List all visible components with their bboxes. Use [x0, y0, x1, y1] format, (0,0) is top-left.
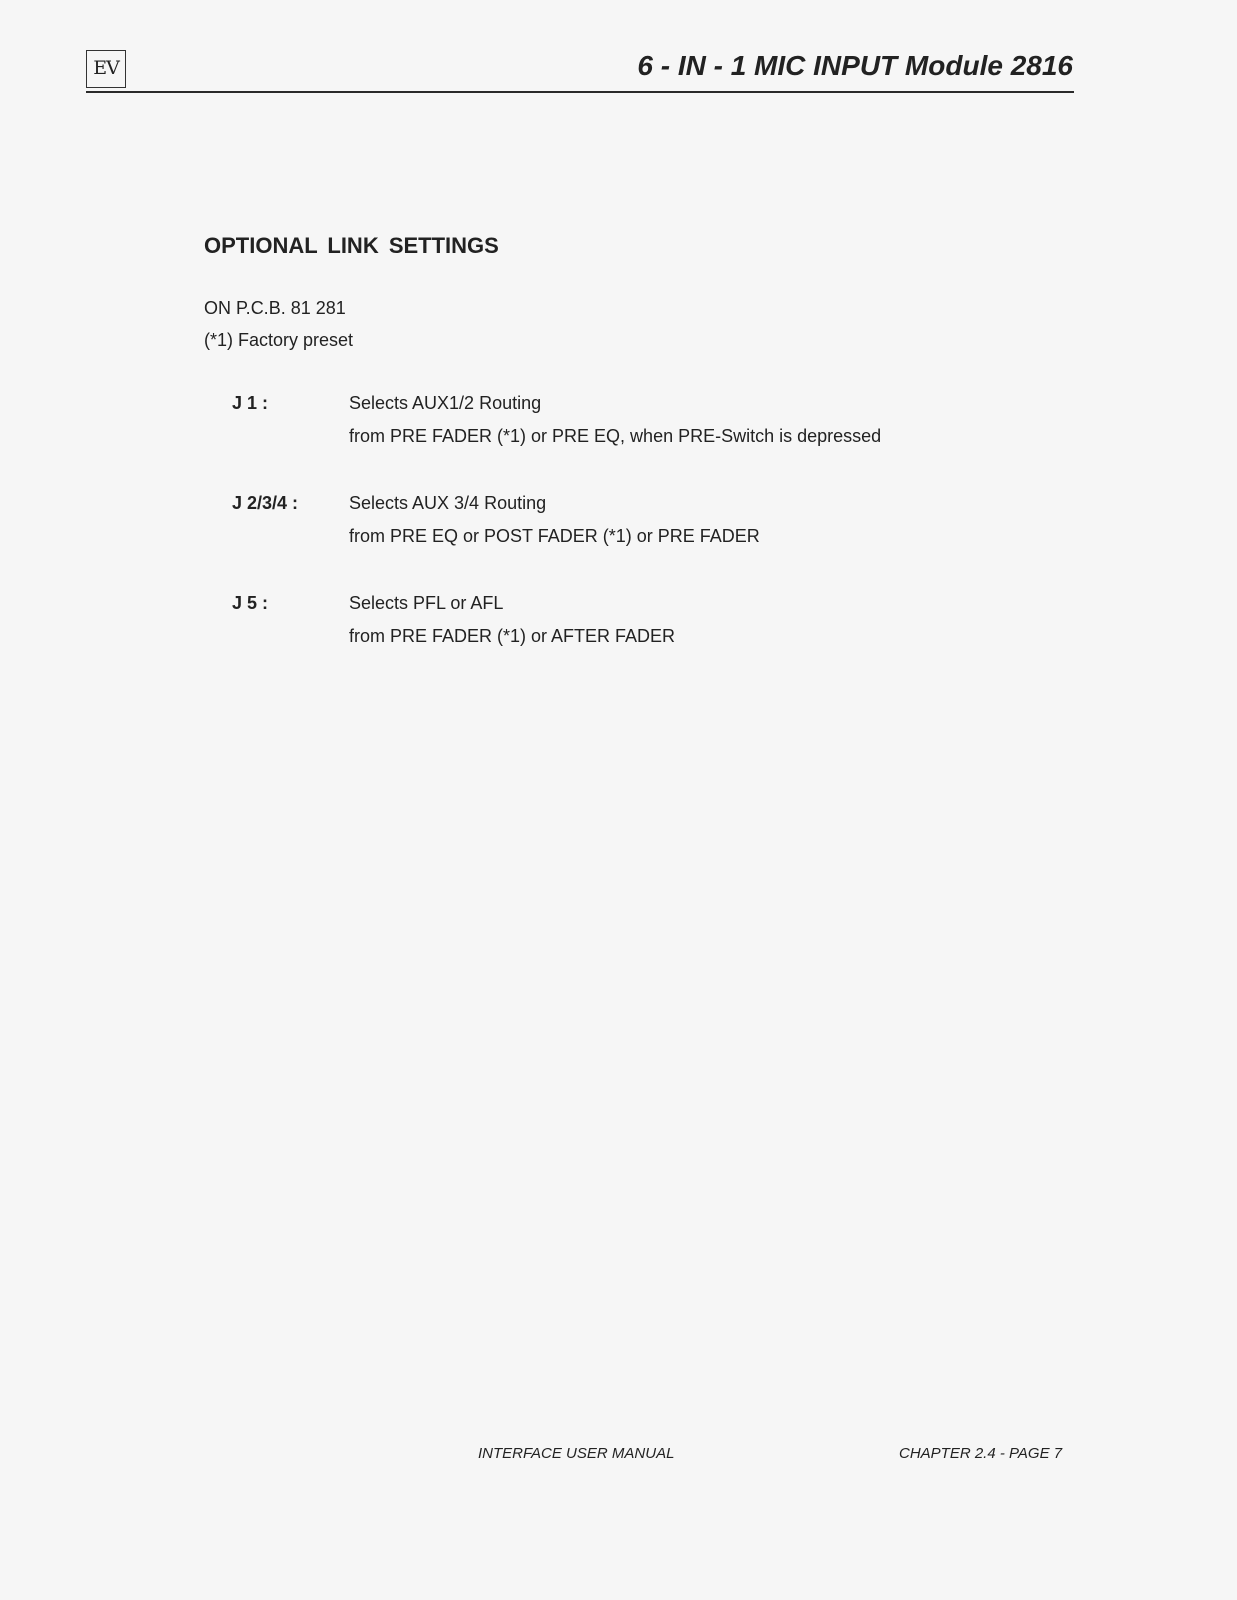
factory-preset-note: (*1) Factory preset: [204, 330, 354, 350]
page-header-title: 6 - IN - 1 MIC INPUT Module 2816: [637, 50, 1073, 81]
link-description: Selects PFL or AFL: [349, 593, 504, 613]
section-title: OPTIONAL LINK SETTINGS: [204, 233, 499, 258]
pcb-reference: ON P.C.B. 81 281: [204, 298, 346, 318]
link-description: Selects AUX1/2 Routing: [349, 393, 542, 413]
header-divider: [86, 91, 1074, 93]
link-detail: from PRE FADER (*1) or AFTER FADER: [349, 626, 676, 646]
link-label: J 2/3/4 :: [232, 493, 299, 513]
footer-page-number: CHAPTER 2.4 - PAGE 7: [899, 1445, 1063, 1462]
link-detail: from PRE EQ or POST FADER (*1) or PRE FADER: [349, 526, 760, 546]
ev-logo: EV: [86, 50, 126, 88]
link-description: Selects AUX 3/4 Routing: [349, 493, 547, 513]
link-label: J 5 :: [232, 593, 269, 613]
footer-manual-title: INTERFACE USER MANUAL: [478, 1445, 675, 1462]
link-detail: from PRE FADER (*1) or PRE EQ, when PRE-Switch is depressed: [349, 426, 882, 446]
link-label: J 1 :: [232, 393, 269, 413]
